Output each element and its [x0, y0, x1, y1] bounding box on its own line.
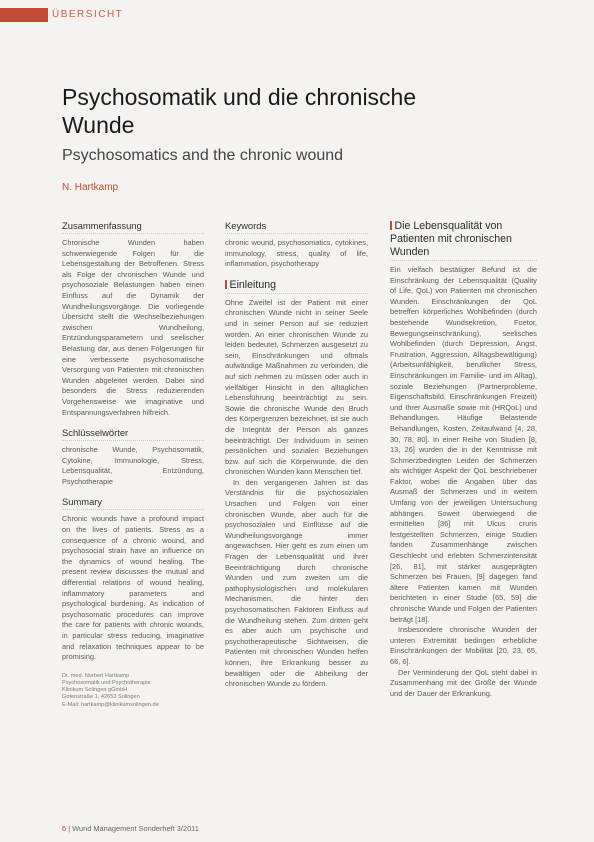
lebensqualitaet-heading-label: Die Lebensqualität von Patienten mit chronischen Wunden — [390, 220, 512, 258]
article-title: Psychosomatik und die chronische Wunde — [62, 84, 417, 138]
keywords-heading: Keywords — [225, 220, 368, 234]
einleitung-heading-label: Einleitung — [229, 278, 277, 291]
zusammenfassung-heading: Zusammenfassung — [62, 220, 204, 234]
zusammenfassung-text: Chronische Wunden haben schwerwiegende Folgen für die Lebensgestaltung der Betroffenen. Stress als Folge der chronischen Wunde und psychosoziale Belastungen haben einen Einfluss auf die Dynamik der Wundheilungsvorgänge. Die vorliegende Übersicht stellt die Wechselbeziehungen zwischen Wundheilung, Entzündungsparametern und seelischer Belastung dar, aus denen Folgerungen für eine verbesserte psychosomatische Versorgung von Patienten mit chronischen Wunden abgeleitet werden. Dabei sind besonders die Stress reduzierenden Vorgehensweise wie imaginative und Entspannungsverfahren hilfreich. — [62, 238, 204, 417]
schluesselwoerter-heading: Schlüsselwörter — [62, 427, 204, 441]
lebensqualitaet-paragraph-2: Insbesondere chronische Wunden der unteren Extremität bedingen erhebliche Einschränkungen der Mobilität [20, 23, 65, 66, 6]. — [390, 625, 537, 666]
keywords-text: chronic wound, psychosomatics, cytokines, immunology, stress, quality of life, inflammation, psychotherapy — [225, 238, 368, 269]
einleitung-heading — [225, 279, 368, 294]
section-label: ÜBERSICHT — [52, 9, 124, 20]
lebensqualitaet-heading — [390, 220, 537, 261]
article-author: N. Hartkamp — [62, 182, 119, 193]
article-subtitle: Psychosomatics and the chronic wound — [62, 147, 344, 164]
journal-name: Wund Management Sonderheft 3/2011 — [72, 824, 199, 833]
heading-rule — [390, 221, 392, 230]
lebensqualitaet-paragraph-3: Der Verminderung der QoL steht dabei in Zusammenhang mit der Größe der Wunde und der Dauer der Erkrankung. — [390, 667, 537, 698]
header-accent-bar — [0, 8, 48, 22]
summary-heading: Summary — [62, 496, 204, 510]
middle-column — [225, 220, 368, 690]
summary-text: Chronic wounds have a profound impact on the lives of patients. Stress as a consequence of a chronic wound, and psychosocial strain have an influence on the dynamics of wound healing. The present review discusses the mutual and differential relations of wound healing, inflammatory parameters and psychological burdening. As indication of psychosomatic procedures can improve the care for patients with chronic wounds, in particular stress reducing, imaginative and relaxation techniques appear to be promising. — [62, 514, 204, 662]
page-footer: 6 | Wund Management Sonderheft 3/2011 — [62, 824, 199, 833]
right-column — [390, 220, 537, 699]
einleitung-paragraph-1: Ohne Zweifel ist der Patient mit einer chronischen Wunde nicht in seiner Seele und in seiner Person auf sie reduziert worden. An einer chronischen Wunde zu leiden bedeutet, Schmerzen ausgesetzt zu sein, Einschränkungen und oftmals aufwändige Maßnahmen zu verbinden, die auf sich nehmen zu müssen oder auch in vielfältiger Hinsicht in den alltäglichen Lebensführung beeinträchtigt zu sein. Sowie die chronische Wunde den Bruch des Körpergrenzen bezeichnet, ist sie auch die Integrität der Person als ganzes beeinträchtigt. Der Individuum in seinen persönlichen und sozialen Beziehungen bzw. auf sich die Körperwunde, die den chronischen Wunden kann Menschen tief. — [225, 297, 368, 477]
page-number: 6 — [62, 824, 67, 833]
einleitung-paragraph-2: In den vergangenen Jahren ist das Verständnis für die psychosozialen Ursachen und Folgen von einer chronischen Wunde, aber auch für die psychosozialen und Einflüsse auf die Wundheilungsvorgänge immer angewachsen. Hier geht es zum einen um Fragen der Lebensqualität und ihrer Beeinträchtigung durch chronische Wunden und zum zweiten um die pathophysiologischen und molekularen Mechanismen, die hinter den psychosomatischen Faktoren Einfluss auf die Wundheilung stehen. Zum dritten geht es aber auch um psychische und psychotherapeutische Sichtweisen, die Patienten mit chronischen Wunden helfen können, ihre Erkrankung besser zu bewältigen oder die Abheilung der chronischen Wunde zu fördern. — [225, 477, 368, 689]
page-header — [0, 0, 594, 22]
schluesselwoerter-text: chronische Wunde, Psychosomatik, Cytokine, Immunologie, Stress, Lebensqualität, Entzündung, Psychotherapie — [62, 445, 204, 486]
heading-rule — [225, 280, 227, 289]
author-address: Dr. med. Norbert Hartkamp Psychosomatik und Psychotherapie Klinikum Solingen gGmbH Gotenstraße 1, 42653 Solingen E-Mail: hartkamp@klinikumsolingen.de — [62, 672, 159, 708]
lebensqualitaet-paragraph-1: Ein vielfach bestätigter Befund ist die Einschränkung der Lebensqualität (Quality of Life, QoL) von Patienten mit chronischen Wunden. Einschränkungen der QoL betreffen körperliches Wohlbefinden (durch bestehende Wundsekretion, Foetor, Bewegungseinschränkung), seelisches Wohlbefinden (durch Depression, Angst, Frustration, Aggression, Alltagsbewältigung) (Arbeitsunfähigkeit, beruflicher Stress, Einschränkungen im Familie- und im Alltag), soziale Beziehungen (Partnerprobleme, Eigenschaftsbild, Einschränkungen Freizeit) und Ihrer Ausmaße sowie mit (HRQoL) und Behandlungen. Häufige Belastende Behandlungen, Kosten, Zeitaufwand [4, 28, 30, 78, 80]. In einer Reihe von Studien [8, 13, 26] wurden die in der Kenntnisse mit Schmerzbedingten Leiden der Schmerzen als wichtiger Aspekt der QoL beschriebener Faktor, wobei die Angaben über das Ausmaß der Schmerzen und in weitem Umfang von der jeweiligen Untersuchung abhängen. Soweit überwiegend die ermittelten [36] mit Ulcus cruris festgestellten Schmerzen, einige Studien fanden Zusammenhänge zwischen Geschlecht und erlebten Schmerzintensität [26, 81], mit stärker ausgeprägten Schmerzen bei Frauen, [9] dagegen fand ältere Patienten kamen mit Wunden berichteten in einer Studie [65, 59] die chronische Wunde und Folgen der Patienten beträgt [18]. — [390, 265, 537, 624]
left-column — [62, 220, 204, 709]
